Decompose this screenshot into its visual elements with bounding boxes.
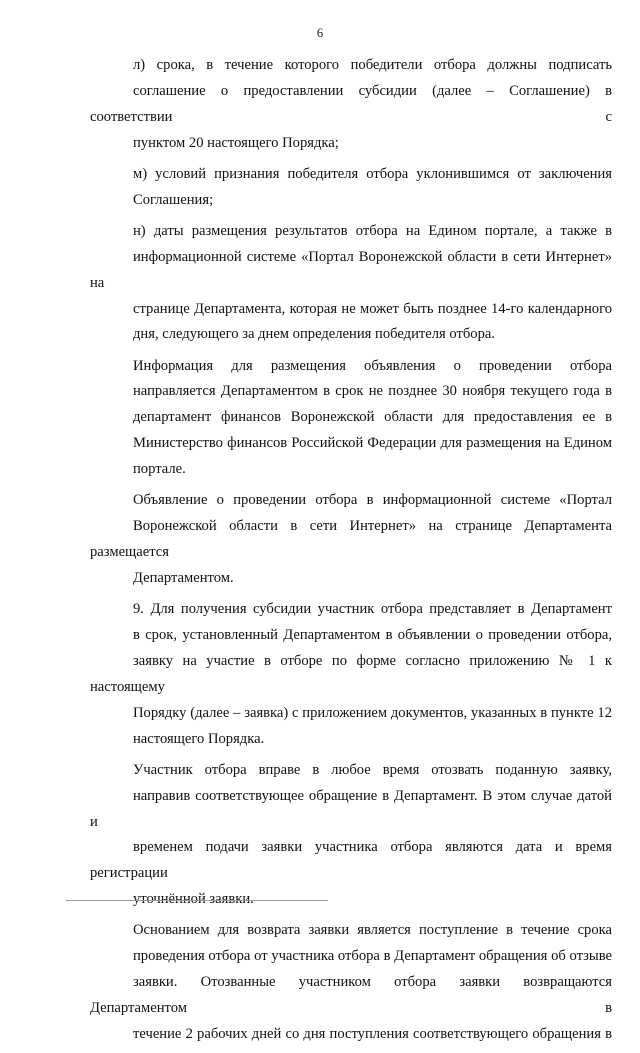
text-line: Министерство финансов Российской Федерации для размещения на Едином	[133, 435, 612, 452]
text-line: пунктом 20 настоящего Порядка;	[133, 134, 339, 151]
text-line: портале.	[133, 461, 186, 478]
text-line: департамент финансов Воронежской области для предоставления ее в	[133, 409, 612, 426]
text-line: странице Департамента, которая не может быть позднее 14-го календарного	[133, 300, 612, 317]
text-line: направляется Департаментом в срок не позднее 30 ноября текущего года в	[133, 383, 612, 400]
text-line: временем подачи заявки участника отбора являются дата и время регистрации	[90, 839, 612, 882]
text-line: заявку на участие в отборе по форме согласно приложению № 1 к настоящему	[90, 652, 612, 695]
paragraph-withdraw-application	[90, 758, 612, 913]
text-line: соглашение о предоставлении субсидии (далее – Соглашение) в соответствии с	[90, 82, 612, 125]
text-line: Воронежской области в сети Интернет» на странице Департамента размещается	[90, 518, 612, 561]
text-line: заявки. Отозванные участником отбора заявки возвращаются Департаментом в	[90, 974, 612, 1017]
text-line: Порядку (далее – заявка) с приложением документов, указанных в пункте 12	[133, 704, 612, 721]
paragraph-item-m	[90, 162, 612, 214]
footer-divider	[66, 900, 328, 901]
text-line: м) условий признания победителя отбора уклонившимся от заключения	[133, 165, 612, 182]
text-line: дня, следующего за днем определения победителя отбора.	[133, 326, 495, 343]
paragraph-return-grounds	[90, 918, 612, 1048]
text-line: настоящего Порядка.	[133, 730, 265, 747]
paragraph-announcement-info	[90, 354, 612, 484]
text-line: в срок, установленный Департаментом в объявлении о проведении отбора,	[133, 626, 612, 643]
text-line: н) даты размещения результатов отбора на Едином портале, а также в	[133, 222, 612, 239]
text-line: течение 2 рабочих дней со дня поступления соответствующего обращения в	[133, 1025, 612, 1042]
text-line: Участник отбора вправе в любое время отозвать поданную заявку,	[133, 761, 612, 778]
text-line: 9. Для получения субсидии участник отбора представляет в Департамент	[133, 601, 612, 618]
text-line: Соглашения;	[133, 191, 214, 208]
page-number: 6	[316, 25, 324, 40]
text-line: Информация для размещения объявления о проведении отбора	[133, 357, 612, 374]
text-line: л) срока, в течение которого победители отбора должны подписать	[133, 57, 612, 73]
text-line: информационной системе «Портал Воронежской области в сети Интернет» на	[90, 248, 612, 291]
document-body	[90, 53, 612, 1053]
paragraph-clause-9	[90, 597, 612, 752]
text-line: Объявление о проведении отбора в информационной системе «Портал	[133, 492, 612, 509]
text-line: уточнённой заявки.	[133, 891, 254, 908]
text-line: проведения отбора от участника отбора в Департамент обращения об отзыве	[133, 948, 612, 965]
paragraph-item-n	[90, 219, 612, 349]
paragraph-item-l	[90, 53, 612, 157]
text-line: Департаментом.	[133, 569, 234, 586]
text-line: Основанием для возврата заявки является поступление в течение срока	[133, 922, 612, 939]
text-line: направив соответствующее обращение в Департамент. В этом случае датой и	[90, 787, 612, 830]
paragraph-announcement-portal	[90, 488, 612, 592]
